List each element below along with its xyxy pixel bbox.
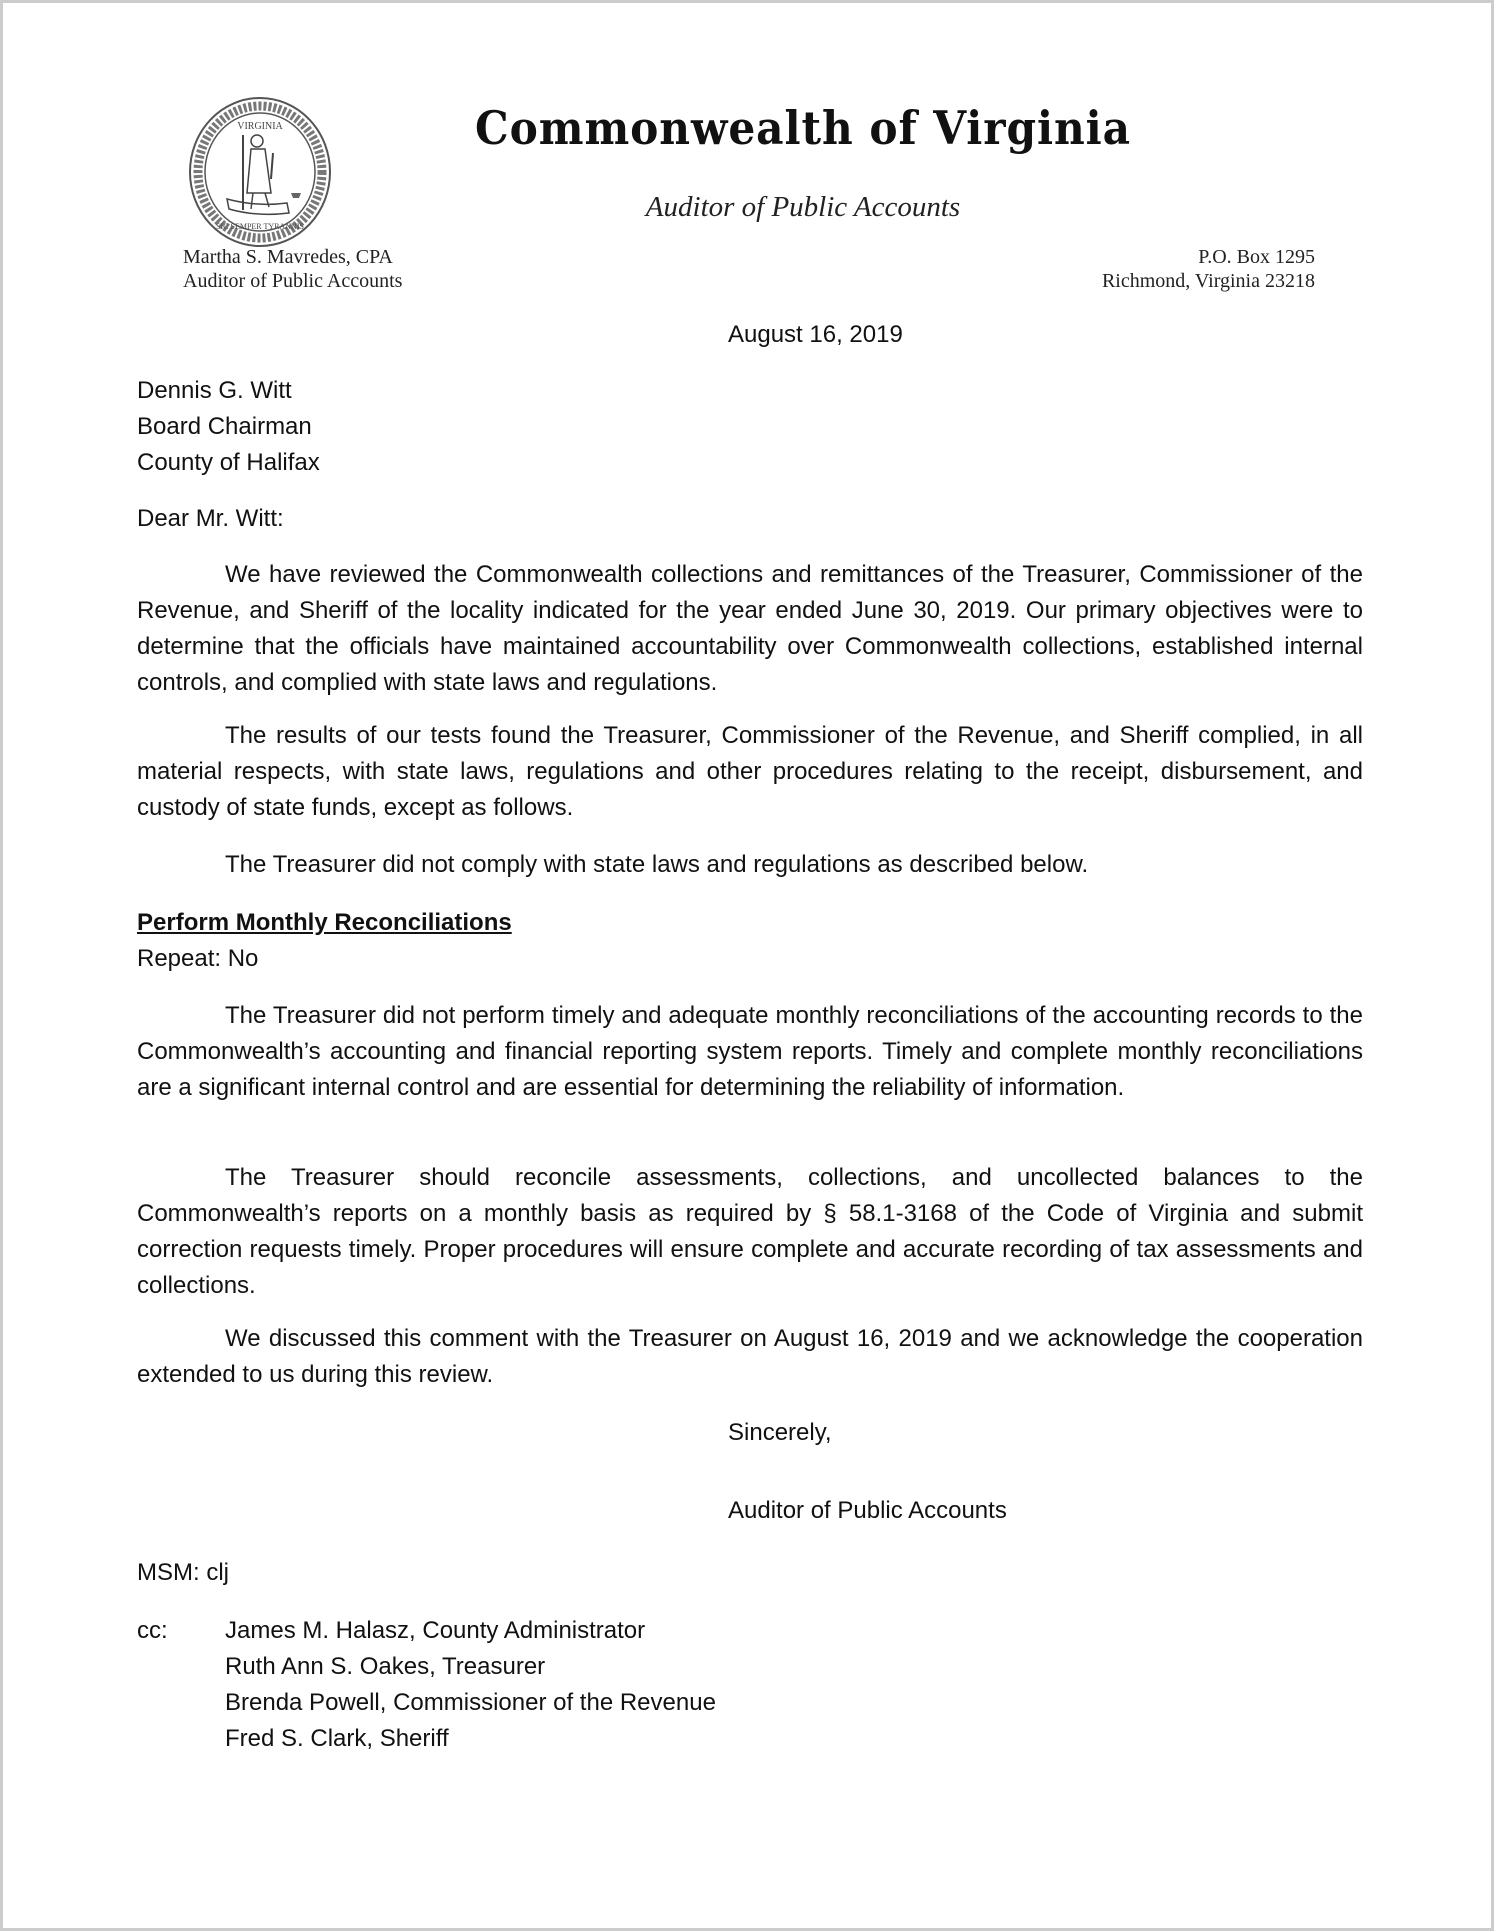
auditor-name: Martha S. Mavredes, CPA bbox=[183, 246, 393, 268]
signature: Auditor of Public Accounts bbox=[728, 1497, 1007, 1524]
recipient-address bbox=[137, 373, 320, 481]
letterhead-subtitle: Auditor of Public Accounts bbox=[645, 191, 961, 223]
typist-initials: MSM: clj bbox=[137, 1559, 229, 1586]
noncompliance-paragraph: The Treasurer did not comply with state laws and regulations as described below. bbox=[225, 851, 1089, 878]
cc-recipient: Ruth Ann S. Oakes, Treasurer bbox=[225, 1653, 546, 1680]
recipient-title: Board Chairman bbox=[137, 413, 312, 440]
finding-condition-paragraph: The Treasurer did not perform timely and adequate monthly reconciliations of the accounting records to the Commonwealth’s accounting and financial reporting system reports. Timely and complete monthly reconciliations are a significant internal control and are essential for determining the reliability of information. bbox=[137, 1002, 1363, 1101]
auditor-name-block bbox=[183, 245, 402, 293]
cc-recipient: James M. Halasz, County Administrator bbox=[225, 1617, 646, 1644]
closing: Sincerely, bbox=[728, 1419, 832, 1446]
virginia-seal-icon bbox=[187, 95, 333, 249]
office-address-block bbox=[1102, 245, 1315, 293]
letter-date: August 16, 2019 bbox=[728, 321, 903, 348]
cc-recipient: Fred S. Clark, Sheriff bbox=[225, 1725, 449, 1752]
svg-text:VIRGINIA: VIRGINIA bbox=[237, 121, 283, 132]
finding-repeat-status: Repeat: No bbox=[137, 945, 259, 972]
finding-recommendation-paragraph: The Treasurer should reconcile assessments, collections, and uncollected balances to the Commonwealth’s reports on a monthly basis as required by § 58.1-3168 of the Code of Virginia and submit correction requests timely. Proper procedures will ensure complete and accurate recording of tax assessments and collections. bbox=[137, 1164, 1363, 1299]
recipient-name: Dennis G. Witt bbox=[137, 377, 292, 404]
discussion-paragraph: We discussed this comment with the Treasurer on August 16, 2019 and we acknowledge the cooperation extended to us during this review. bbox=[137, 1325, 1363, 1388]
po-box: P.O. Box 1295 bbox=[1198, 246, 1315, 268]
salutation: Dear Mr. Witt: bbox=[137, 505, 284, 532]
intro-paragraph: We have reviewed the Commonwealth collections and remittances of the Treasurer, Commissioner of the Revenue, and Sheriff of the locality indicated for the year ended June 30, 2019. Our primary objectives were to determine that the officials have maintained accountability over Commonwealth collections, established internal controls, and complied with state laws and regulations. bbox=[137, 561, 1363, 696]
finding-heading: Perform Monthly Reconciliations bbox=[137, 909, 512, 936]
svg-text:SIC SEMPER TYRANNIS: SIC SEMPER TYRANNIS bbox=[216, 222, 304, 231]
cc-label: cc: bbox=[137, 1617, 168, 1644]
auditor-title: Auditor of Public Accounts bbox=[183, 270, 403, 292]
city-state-zip: Richmond, Virginia 23218 bbox=[1101, 270, 1315, 292]
letterhead-title: Commonwealth of Virginia bbox=[474, 101, 1132, 155]
results-paragraph: The results of our tests found the Treasurer, Commissioner of the Revenue, and Sheriff complied, in all material respects, with state laws, regulations and other procedures relating to the receipt, disbursement, and custody of state funds, except as follows. bbox=[137, 722, 1363, 821]
recipient-organization: County of Halifax bbox=[137, 449, 320, 476]
cc-list bbox=[225, 1613, 716, 1757]
cc-recipient: Brenda Powell, Commissioner of the Revenue bbox=[225, 1689, 716, 1716]
